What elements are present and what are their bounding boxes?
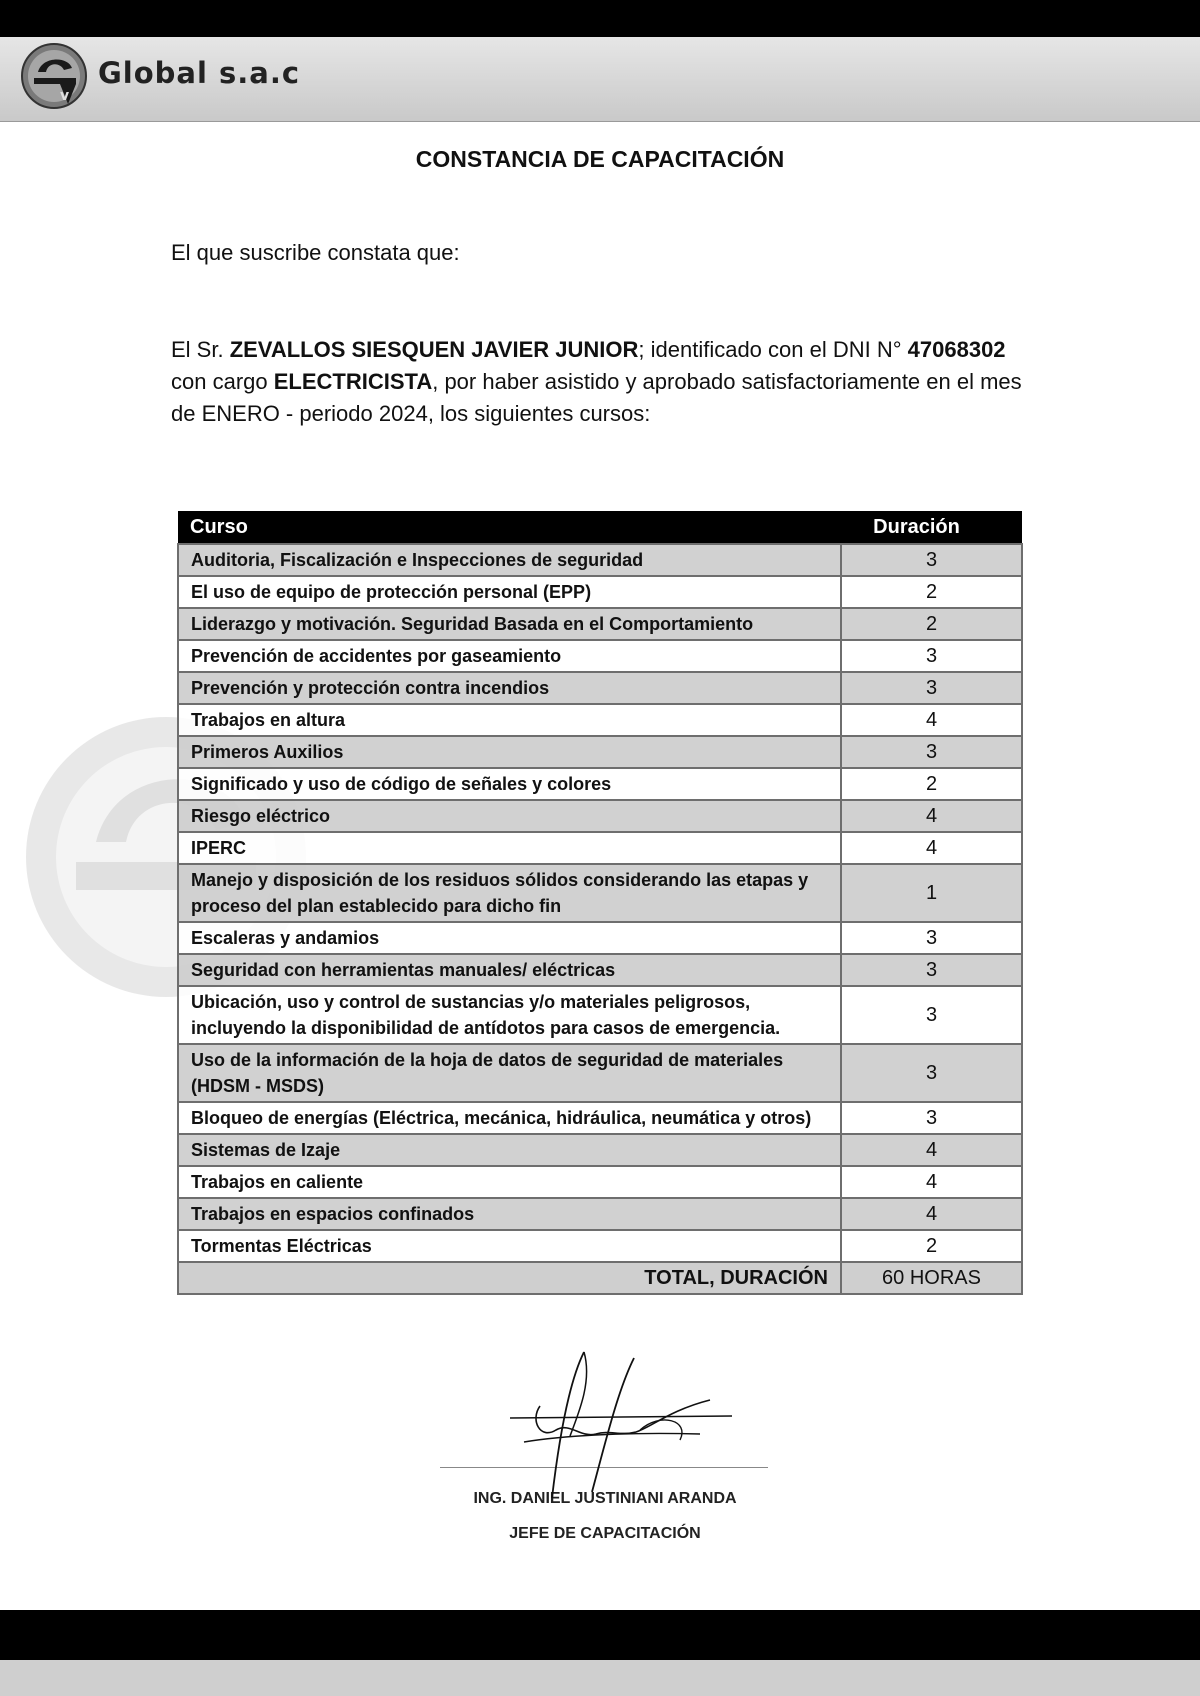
course-cell: Liderazgo y motivación. Seguridad Basada en el Comportamiento xyxy=(178,608,841,640)
signature-icon xyxy=(500,1350,740,1500)
table-row xyxy=(178,640,1022,672)
course-cell: Escaleras y andamios xyxy=(178,922,841,954)
table-row xyxy=(178,832,1022,864)
table-row xyxy=(178,736,1022,768)
header-duration: Duración xyxy=(841,511,1022,544)
signer-role: JEFE DE CAPACITACIÓN xyxy=(509,1525,701,1542)
table-row xyxy=(178,1230,1022,1262)
course-cell: Sistemas de Izaje xyxy=(178,1134,841,1166)
table-row xyxy=(178,922,1022,954)
duration-cell: 3 xyxy=(841,1044,1022,1102)
course-cell: Riesgo eléctrico xyxy=(178,800,841,832)
course-cell: El uso de equipo de protección personal (EPP) xyxy=(178,576,841,608)
top-bar xyxy=(0,0,1200,37)
duration-cell: 4 xyxy=(841,704,1022,736)
duration-cell: 3 xyxy=(841,640,1022,672)
statement-text: El Sr. xyxy=(171,337,230,362)
duration-cell: 3 xyxy=(841,922,1022,954)
course-cell: Ubicación, uso y control de sustancias y/o materiales peligrosos, incluyendo la disponibilidad de antídotos para casos de emergencia. xyxy=(178,986,841,1044)
courses-table xyxy=(177,511,1023,1295)
course-cell: Primeros Auxilios xyxy=(178,736,841,768)
table-row xyxy=(178,864,1022,922)
table-row xyxy=(178,954,1022,986)
table-row xyxy=(178,1102,1022,1134)
course-cell: Trabajos en altura xyxy=(178,704,841,736)
course-cell: Uso de la información de la hoja de datos de seguridad de materiales (HDSM - MSDS) xyxy=(178,1044,841,1102)
duration-cell: 4 xyxy=(841,800,1022,832)
table-row xyxy=(178,800,1022,832)
table-row xyxy=(178,576,1022,608)
table-row xyxy=(178,986,1022,1044)
course-cell: Trabajos en caliente xyxy=(178,1166,841,1198)
course-cell: Prevención y protección contra incendios xyxy=(178,672,841,704)
course-cell: Seguridad con herramientas manuales/ eléctricas xyxy=(178,954,841,986)
table-row xyxy=(178,544,1022,576)
course-cell: Trabajos en espacios confinados xyxy=(178,1198,841,1230)
dni-number: 47068302 xyxy=(907,337,1006,362)
table-row xyxy=(178,704,1022,736)
document-title: CONSTANCIA DE CAPACITACIÓN xyxy=(415,146,785,172)
duration-cell: 2 xyxy=(841,608,1022,640)
signer-name: ING. DANIEL JUSTINIANI ARANDA xyxy=(473,1490,737,1507)
duration-cell: 3 xyxy=(841,1102,1022,1134)
footer-bar xyxy=(0,1610,1200,1660)
job-role: ELECTRICISTA xyxy=(273,369,433,394)
statement-text: ; identificado con el DNI N° xyxy=(638,337,908,362)
course-cell: Auditoria, Fiscalización e Inspecciones de seguridad xyxy=(178,544,841,576)
course-cell: IPERC xyxy=(178,832,841,864)
total-value: 60 HORAS xyxy=(841,1262,1022,1294)
duration-cell: 2 xyxy=(841,576,1022,608)
duration-cell: 1 xyxy=(841,864,1022,922)
duration-cell: 4 xyxy=(841,1134,1022,1166)
duration-cell: 3 xyxy=(841,736,1022,768)
course-cell: Manejo y disposición de los residuos sólidos considerando las etapas y proceso del plan establecido para dicho fin xyxy=(178,864,841,922)
course-cell: Bloqueo de energías (Eléctrica, mecánica, hidráulica, neumática y otros) xyxy=(178,1102,841,1134)
table-row xyxy=(178,1134,1022,1166)
person-name: ZEVALLOS SIESQUEN JAVIER JUNIOR xyxy=(229,337,639,362)
duration-cell: 3 xyxy=(841,954,1022,986)
duration-cell: 2 xyxy=(841,768,1022,800)
course-cell: Tormentas Eléctricas xyxy=(178,1230,841,1262)
course-rows xyxy=(178,544,1022,1262)
brand-name: Global s.a.c xyxy=(98,56,301,90)
duration-cell: 3 xyxy=(841,544,1022,576)
svg-text:v: v xyxy=(60,88,70,104)
duration-cell: 4 xyxy=(841,1166,1022,1198)
table-row xyxy=(178,1198,1022,1230)
footer-band xyxy=(0,1660,1200,1696)
table-row xyxy=(178,768,1022,800)
table-header-row xyxy=(178,511,1022,544)
header-course: Curso xyxy=(178,511,841,544)
total-row xyxy=(178,1262,1022,1294)
table-row xyxy=(178,1044,1022,1102)
statement-paragraph xyxy=(171,334,1031,430)
statement-text: , por haber asistido y aprobado satisfactoriamente en el mes de ENERO - periodo 2024, los siguientes cursos: xyxy=(171,369,1022,426)
table-row xyxy=(178,608,1022,640)
duration-cell: 4 xyxy=(841,1198,1022,1230)
course-cell: Significado y uso de código de señales y colores xyxy=(178,768,841,800)
duration-cell: 2 xyxy=(841,1230,1022,1262)
table-row xyxy=(178,1166,1022,1198)
statement-text: con cargo xyxy=(171,369,274,394)
duration-cell: 4 xyxy=(841,832,1022,864)
table-row xyxy=(178,672,1022,704)
total-label: TOTAL, DURACIÓN xyxy=(178,1262,841,1294)
duration-cell: 3 xyxy=(841,986,1022,1044)
company-logo-icon xyxy=(16,42,94,110)
course-cell: Prevención de accidentes por gaseamiento xyxy=(178,640,841,672)
intro-text: El que suscribe constata que: xyxy=(171,240,460,265)
duration-cell: 3 xyxy=(841,672,1022,704)
